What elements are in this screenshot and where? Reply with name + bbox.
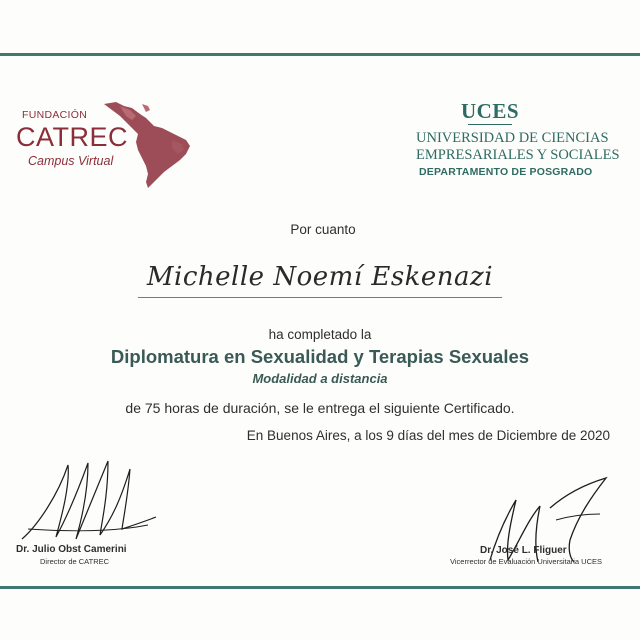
left-signer-role: Director de CATREC xyxy=(40,557,110,566)
right-signer-role: Vicerrector de Evaluación Universitaria UCES xyxy=(450,557,603,566)
catrec-campus-text: Campus Virtual xyxy=(28,154,114,168)
bottom-border xyxy=(0,586,640,589)
uces-name-line-1: UNIVERSIDAD DE CIENCIAS xyxy=(416,130,609,146)
uces-acronym: UCES xyxy=(460,99,520,123)
left-signer-name: Dr. Julio Obst Camerini xyxy=(16,544,127,555)
catrec-name: CATREC xyxy=(16,122,129,152)
right-signer-name: Dr. José L. Fliguer xyxy=(480,545,567,556)
program-title: Diplomatura en Sexualidad y Terapias Sexuales xyxy=(110,346,530,367)
recipient-underline xyxy=(138,297,502,298)
duration-text: de 75 horas de duración, se le entrega el siguiente Certificado. xyxy=(125,400,515,416)
recipient-name: Michelle Noemí Eskenazi xyxy=(146,262,494,292)
catrec-logo xyxy=(14,98,214,193)
completed-text: ha completado la xyxy=(268,327,372,342)
left-signature-scribble xyxy=(18,455,158,547)
intro-text: Por cuanto xyxy=(290,222,356,237)
uces-department: DEPARTAMENTO DE POSGRADO xyxy=(419,166,593,178)
top-border xyxy=(0,53,640,56)
date-place-text: En Buenos Aires, a los 9 días del mes de Diciembre de 2020 xyxy=(246,428,610,443)
catrec-foundation-text: FUNDACIÓN xyxy=(22,109,88,121)
uces-logo xyxy=(410,95,635,185)
modality-text: Modalidad a distancia xyxy=(252,371,388,386)
uces-underline xyxy=(468,124,512,125)
uces-name-line-2: EMPRESARIALES Y SOCIALES xyxy=(416,147,620,163)
